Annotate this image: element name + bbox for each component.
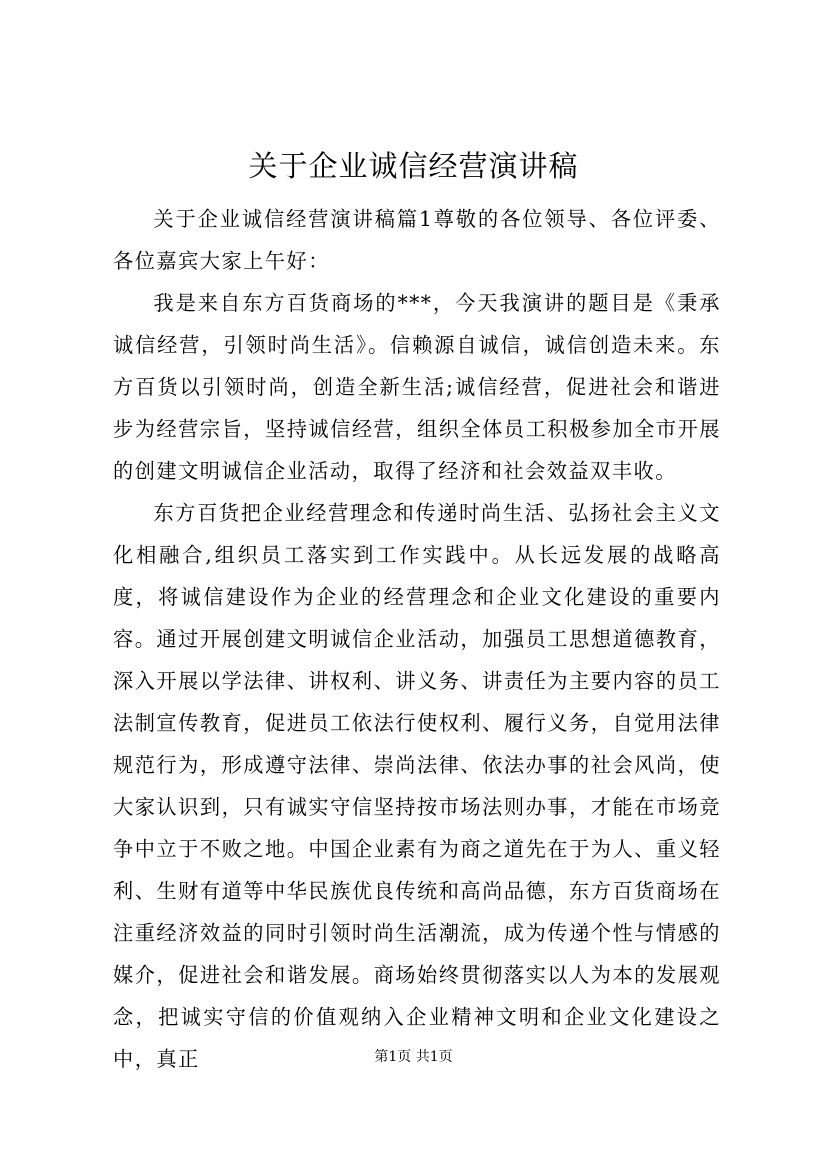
paragraph-3: 东方百货把企业经营理念和传递时尚生活、弘扬社会主义文化相融合,组织员工落实到工作实践中。从长远发展的战略高度，将诚信建设作为企业的经营理念和企业文化建设的重要内容。通过开展创建文明诚信企业活动，加强员工思想道德教育，深入开展以学法律、讲权利、讲义务、讲责任为主要内容的员工法制宣传教育，促进员工依法行使权利、履行义务，自觉用法律规范行为，形成遵守法律、崇尚法律、依法办事的社会风尚，使大家认识到，只有诚实守信坚持按市场法则办事，才能在市场竞争中立于不败之地。中国企业素有为商之道先在于为人、重义轻利、生财有道等中华民族优良传统和高尚品德，东方百货商场在注重经济效益的同时引领时尚生活潮流，成为传递个性与情感的媒介，促进社会和谐发展。商场始终贯彻落实以人为本的发展观念，把诚实守信的价值观纳入企业精神文明和企业文化建设之中，真正 xyxy=(113,501,721,1071)
document-body xyxy=(113,198,721,1080)
page-footer: 第1页 共1页 xyxy=(374,1049,453,1065)
paragraph-2: 我是来自东方百货商场的***，今天我演讲的题目是《秉承诚信经营，引领时尚生活》。信赖源自诚信，诚信创造未来。东方百货以引领时尚，创造全新生活;诚信经营，促进社会和谐进步为经营宗旨，坚持诚信经营，组织全体员工积极参加全市开展的创建文明诚信企业活动，取得了经济和社会效益双丰收。 xyxy=(113,291,721,483)
document-title: 关于企业诚信经营演讲稿 xyxy=(248,149,579,183)
paragraph-1: 关于企业诚信经营演讲稿篇1尊敬的各位领导、各位评委、各位嘉宾大家上午好： xyxy=(113,207,721,273)
